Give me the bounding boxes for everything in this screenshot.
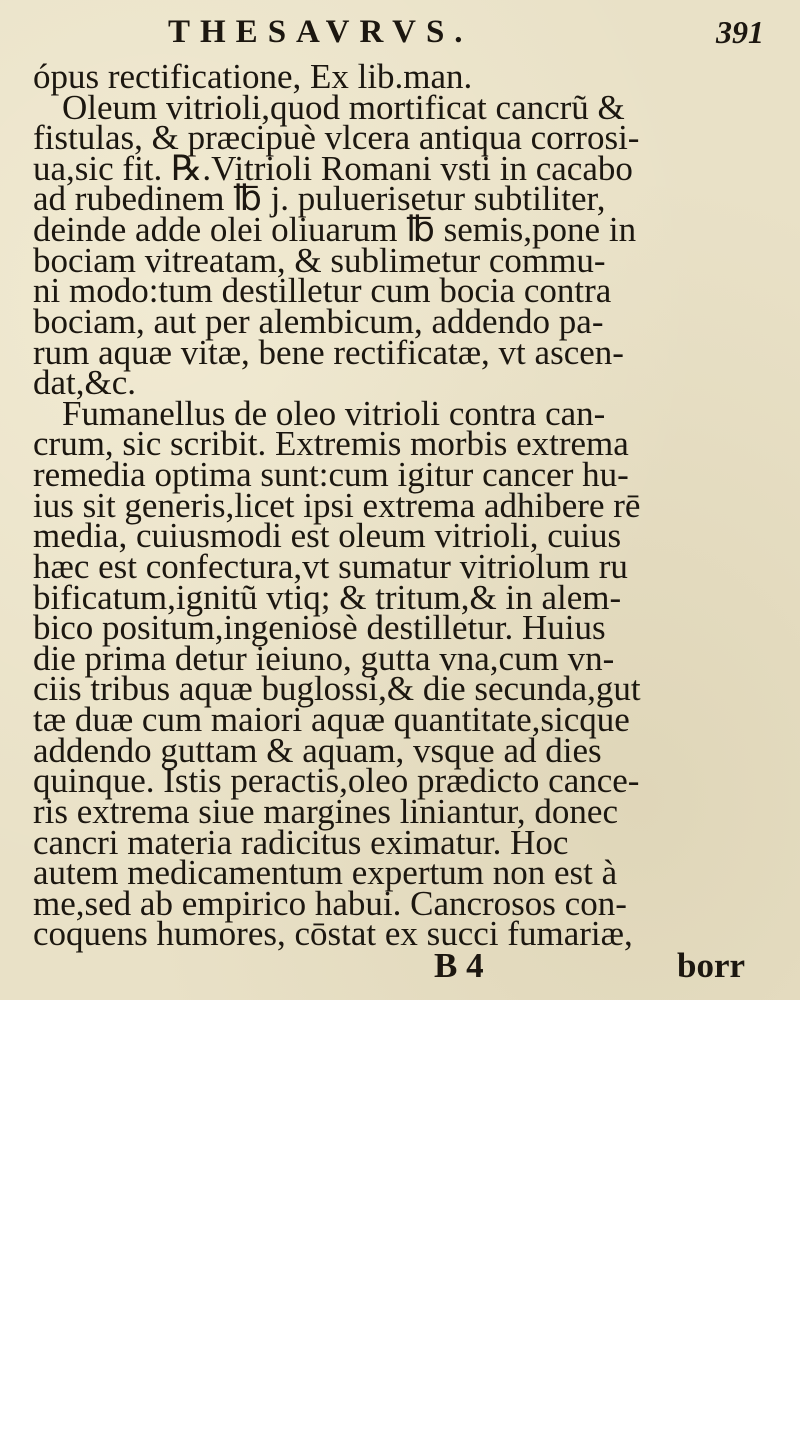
text-line: bico positum,ingeniosè destilletur. Huius	[33, 608, 606, 647]
text-line: media, cuiusmodi est oleum vitrioli, cuius	[33, 516, 622, 555]
text-line: me,sed ab empirico habui. Cancrosos con-	[33, 884, 627, 923]
text-line: cancri materia radicitus eximatur. Hoc	[33, 823, 569, 862]
text-line: remedia optima sunt:cum igitur cancer hu-	[33, 455, 629, 494]
text-line: ius sit generis,licet ipsi extrema adhibere rē	[33, 486, 641, 525]
signature-mark: B 4	[434, 946, 484, 985]
text-line: bociam, aut per alembicum, addendo pa-	[33, 302, 604, 341]
text-line: die prima detur ieiuno, gutta vna,cum vn-	[33, 639, 615, 678]
running-head: THESAVRVS.	[168, 14, 473, 50]
text-line: coquens humores, cōstat ex succi fumariæ,	[33, 914, 633, 953]
text-line: addendo guttam & aquam, vsque ad dies	[33, 731, 602, 770]
text-line: bociam vitreatam, & sublimetur commu-	[33, 241, 606, 280]
text-line: bificatum,ignitũ vtiq; & tritum,& in alem-	[33, 578, 622, 617]
text-line: quinque. Istis peractis,oleo prædicto cance-	[33, 761, 640, 800]
page-footer	[0, 946, 800, 992]
text-line: crum, sic scribit. Extremis morbis extrema	[33, 424, 629, 463]
text-line: dat,&c.	[33, 363, 137, 402]
catchword: borr	[677, 946, 746, 985]
text-line: ad rubedinem ℔ j. puluerisetur subtiliter,	[33, 179, 606, 218]
text-line: tæ duæ cum maiori aquæ quantitate,sicque	[33, 700, 630, 739]
text-line: autem medicamentum expertum non est à	[33, 853, 618, 892]
page-number: 391	[716, 14, 764, 50]
text-line: ni modo:tum destilletur cum bocia contra	[33, 271, 612, 310]
text-line: hæc est confectura,vt sumatur vitriolum ru	[33, 547, 628, 586]
page-header	[0, 10, 800, 54]
text-line: ua,sic fit. ℞.Vitrioli Romani vsti in cacabo	[33, 149, 633, 188]
text-line: deinde adde olei oliuarum ℔ semis,pone in	[33, 210, 637, 249]
text-line: ris extrema siue margines liniantur, donec	[33, 792, 619, 831]
text-line: ópus rectificatione, Ex lib.man.	[33, 57, 473, 96]
text-line: rum aquæ vitæ, bene rectificatæ, vt ascen-	[33, 333, 624, 372]
text-line: Fumanellus de oleo vitrioli contra can-	[62, 394, 606, 433]
text-line: Oleum vitrioli,quod mortificat cancrũ &	[62, 88, 625, 127]
text-line: ciis tribus aquæ buglossi,& die secunda,gut	[33, 669, 641, 708]
text-line: fistulas, & præcipuè vlcera antiqua corrosi-	[33, 118, 640, 157]
